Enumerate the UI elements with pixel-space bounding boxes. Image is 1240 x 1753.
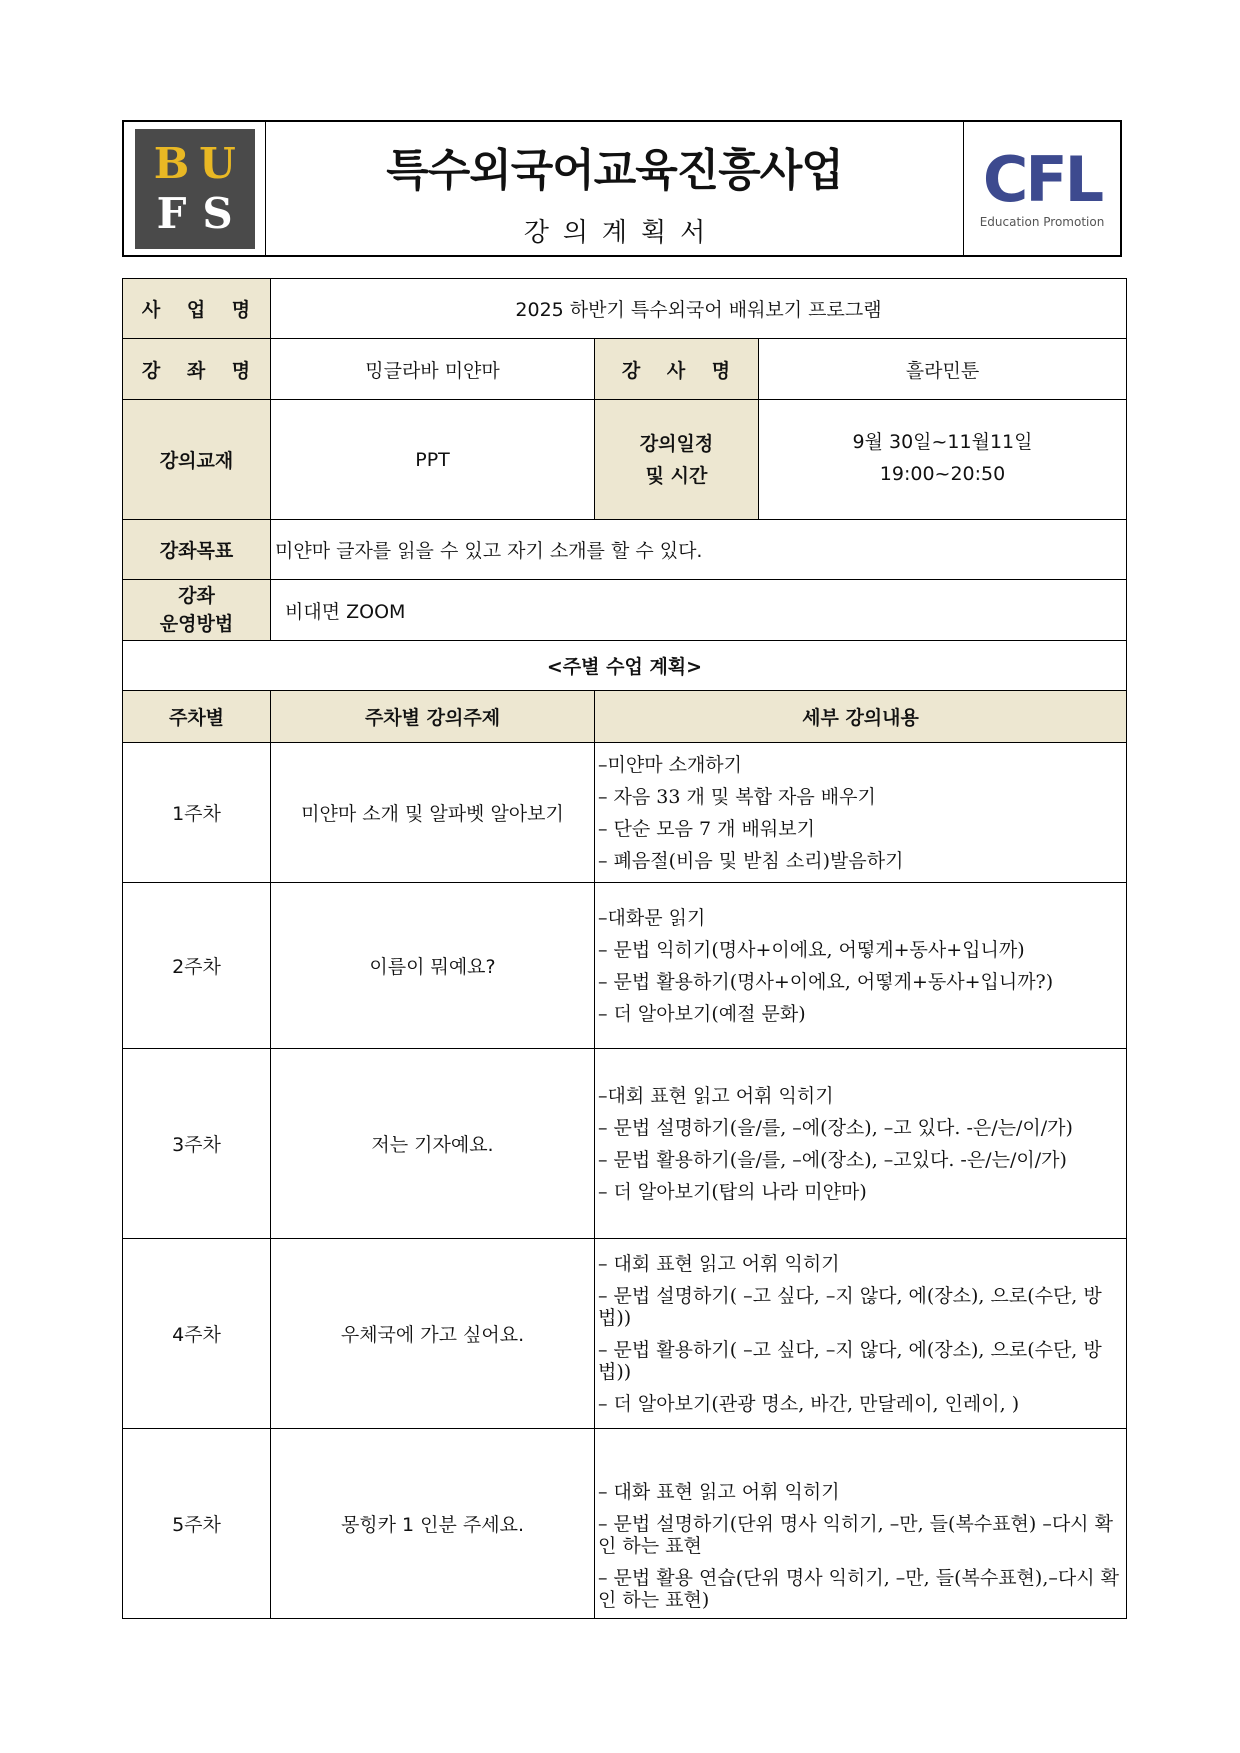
week-topic: 우체국에 가고 싶어요.	[271, 1239, 595, 1429]
week-row	[123, 1429, 1127, 1619]
weekly-header-row	[123, 691, 1127, 743]
instructor-value: 흘라민툰	[759, 339, 1127, 400]
method-label-line2: 운영방법	[159, 613, 234, 635]
document-title: 특수외국어교육진흥사업	[386, 145, 843, 196]
week-topic: 이름이 뭐예요?	[271, 883, 595, 1049]
detail-line: – 자음 33 개 및 복합 자음 배우기	[598, 785, 876, 808]
goal-label: 강좌목표	[123, 520, 271, 580]
detail-line: – 더 알아보기(예절 문화)	[598, 1002, 806, 1025]
course-value: 밍글라바 미얀마	[271, 339, 595, 400]
bufs-logo-cell	[124, 122, 266, 255]
instructor-label: 강 사 명	[595, 339, 759, 400]
material-schedule-row	[123, 400, 1127, 520]
detail-line: – 문법 익히기(명사+이에요, 어떻게+동사+입니까)	[598, 938, 1025, 961]
material-value: PPT	[271, 400, 595, 520]
detail-line: – 문법 설명하기(을/를, –에(장소), –고 있다. -은/는/이/가)	[598, 1116, 1073, 1139]
schedule-label	[595, 400, 759, 520]
method-value: 비대면 ZOOM	[271, 580, 1127, 641]
logo-letter-u: U	[199, 138, 236, 188]
weekly-section-row	[123, 641, 1127, 691]
lecture-plan-table	[122, 278, 1127, 1619]
detail-line: – 문법 활용하기(명사+이에요, 어떻게+동사+입니까?)	[598, 970, 1054, 993]
project-row	[123, 279, 1127, 339]
detail-line: –미얀마 소개하기	[598, 753, 743, 776]
week-row	[123, 1049, 1127, 1239]
weekly-section-title: <주별 수업 계획>	[123, 641, 1127, 691]
detail-line: –대화문 읽기	[598, 906, 706, 929]
week-topic: 몽힝카 1 인분 주세요.	[271, 1429, 595, 1619]
week-row	[123, 883, 1127, 1049]
logo-letter-s: S	[202, 188, 233, 238]
detail-line: – 더 알아보기(탑의 나라 미얀마)	[598, 1180, 867, 1203]
week-row	[123, 1239, 1127, 1429]
week-row	[123, 743, 1127, 883]
method-row	[123, 580, 1127, 641]
logo-letter-b: B	[153, 138, 190, 188]
detail-line: – 문법 활용 연습(단위 명사 익히기, –만, 들(복수표현),–다시 확인 하는 표현)	[598, 1566, 1119, 1611]
project-value: 2025 하반기 특수외국어 배워보기 프로그램	[271, 279, 1127, 339]
schedule-dates: 9월 30일~11월11일	[852, 431, 1033, 453]
col-detail-header: 세부 강의내용	[595, 691, 1127, 743]
cfl-logo-mark: CFL	[982, 142, 1102, 216]
detail-line: – 문법 활용하기( –고 싶다, –지 않다, 에(장소), 으로(수단, 방법))	[598, 1338, 1102, 1383]
goal-value: 미얀마 글자를 읽을 수 있고 자기 소개를 할 수 있다.	[271, 520, 1127, 580]
document-subtitle: 강의계획서	[523, 218, 720, 248]
week-details	[595, 1049, 1127, 1239]
schedule-time: 19:00~20:50	[879, 463, 1006, 485]
week-details	[595, 1429, 1127, 1619]
cfl-logo	[979, 142, 1105, 229]
project-label: 사 업 명	[123, 279, 271, 339]
week-number: 3주차	[123, 1049, 271, 1239]
material-label: 강의교재	[123, 400, 271, 520]
detail-line: – 대회 표현 읽고 어휘 익히기	[598, 1252, 840, 1275]
logo-letter-f: F	[156, 188, 187, 238]
week-topic: 저는 기자예요.	[271, 1049, 595, 1239]
document-header	[122, 120, 1122, 257]
week-number: 2주차	[123, 883, 271, 1049]
detail-line: – 단순 모음 7 개 배워보기	[598, 817, 815, 840]
col-topic-header: 주차별 강의주제	[271, 691, 595, 743]
detail-line: – 문법 설명하기( –고 싶다, –지 않다, 에(장소), 으로(수단, 방법))	[598, 1284, 1102, 1329]
week-details	[595, 883, 1127, 1049]
week-details	[595, 743, 1127, 883]
bufs-logo	[135, 129, 255, 249]
detail-line: – 더 알아보기(관광 명소, 바간, 만달레이, 인레이, )	[598, 1392, 1020, 1415]
course-row	[123, 339, 1127, 400]
detail-line: –대회 표현 읽고 어휘 익히기	[598, 1084, 834, 1107]
title-cell	[266, 122, 963, 255]
schedule-label-line1: 강의일정	[639, 432, 714, 455]
method-label	[123, 580, 271, 641]
week-number: 1주차	[123, 743, 271, 883]
detail-line: – 문법 활용하기(을/를, –에(장소), –고있다. -은/는/이/가)	[598, 1148, 1067, 1171]
cfl-logo-tagline: Education Promotion	[979, 214, 1105, 229]
schedule-label-line2: 및 시간	[645, 464, 708, 487]
week-number: 5주차	[123, 1429, 271, 1619]
detail-line: – 문법 설명하기(단위 명사 익히기, –만, 들(복수표현) –다시 확인 하는 표현	[598, 1512, 1113, 1557]
schedule-value	[759, 400, 1127, 520]
week-topic: 미얀마 소개 및 알파벳 알아보기	[271, 743, 595, 883]
cfl-logo-cell	[963, 122, 1120, 255]
col-week-header: 주차별	[123, 691, 271, 743]
detail-line: – 대화 표현 읽고 어휘 익히기	[598, 1480, 840, 1503]
detail-line: – 폐음절(비음 및 받침 소리)발음하기	[598, 849, 904, 872]
goal-row	[123, 520, 1127, 580]
week-number: 4주차	[123, 1239, 271, 1429]
method-label-line1: 강좌	[178, 585, 215, 607]
week-details	[595, 1239, 1127, 1429]
course-label: 강 좌 명	[123, 339, 271, 400]
